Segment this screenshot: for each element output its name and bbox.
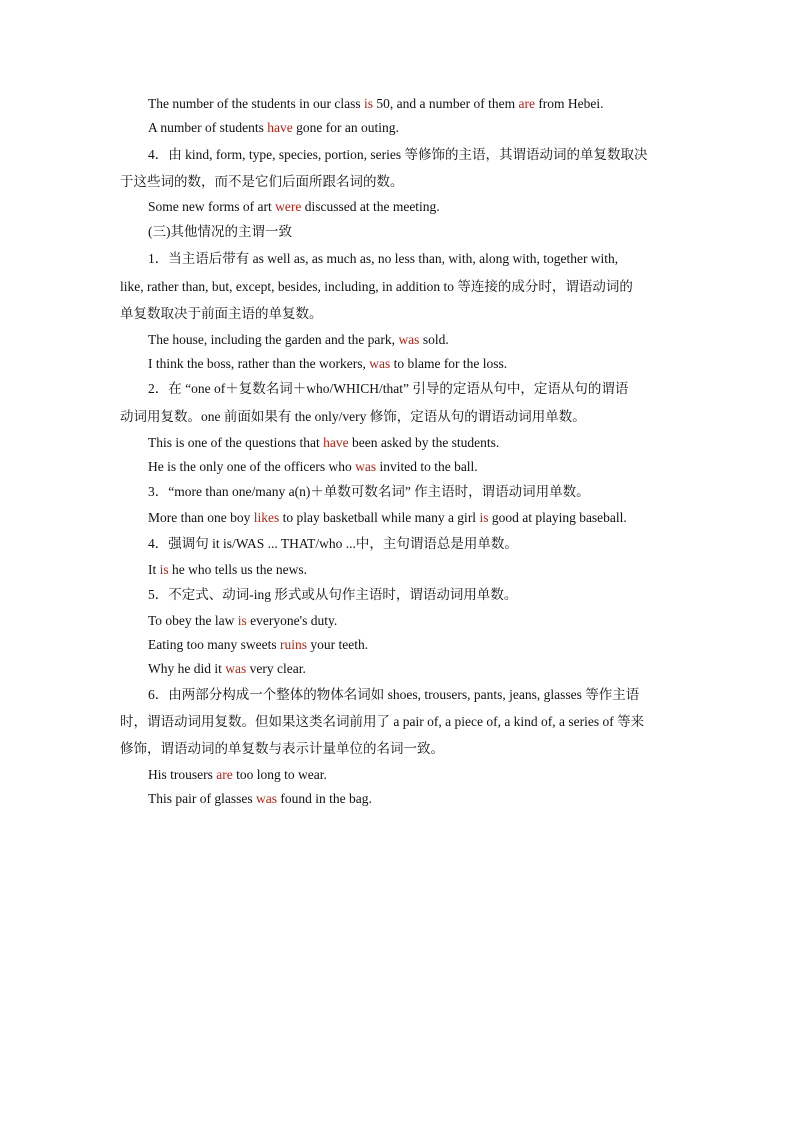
text-segment: Eating too many sweets	[148, 637, 280, 652]
text-line	[148, 612, 337, 630]
text-segment: More than one boy	[148, 510, 254, 525]
text-segment: 4．强调句 it is/WAS ... THAT/who ...中，主句谓语总是用单数。	[148, 536, 518, 551]
text-segment: to play basketball while many a girl	[279, 510, 480, 525]
text-segment: He is the only one of the officers who	[148, 459, 356, 474]
text-segment: 50, and a number of them	[372, 96, 519, 111]
text-line	[120, 173, 404, 191]
highlighted-verb: have	[323, 435, 349, 450]
text-segment: 1．当主语后带有 as well as, as much as, no less than, with, along with, together with,	[148, 251, 619, 266]
text-segment: 3．“more than one/many a(n)＋单数可数名词” 作主语时，谓语动词用单数。	[148, 484, 590, 499]
highlighted-verb: was	[369, 356, 391, 371]
text-segment: good at playing baseball.	[488, 510, 627, 525]
text-line	[120, 740, 444, 758]
text-line	[148, 586, 517, 604]
highlighted-verb: were	[275, 199, 302, 214]
highlighted-verb: is	[237, 613, 247, 628]
text-line	[120, 278, 633, 296]
text-line	[148, 535, 518, 553]
text-segment: been asked by the students.	[348, 435, 500, 450]
text-segment: found in the bag.	[276, 791, 372, 806]
text-line	[120, 305, 323, 323]
text-line	[148, 95, 604, 113]
text-segment: (三)其他情况的主谓一致	[148, 224, 292, 239]
text-segment: very clear.	[246, 661, 306, 676]
text-segment: His trousers	[148, 767, 217, 782]
text-segment: 动词用复数。one 前面如果有 the only/very 修饰，定语从句的谓语动词用单数。	[120, 409, 586, 424]
highlighted-verb: are	[518, 96, 535, 111]
text-line	[148, 509, 627, 527]
section-heading	[148, 223, 292, 241]
text-segment: gone for an outing.	[292, 120, 399, 135]
text-segment: Why he did it	[148, 661, 226, 676]
text-segment: discussed at the meeting.	[301, 199, 440, 214]
highlighted-verb: are	[216, 767, 233, 782]
text-segment: 2．在 “one of＋复数名词＋who/WHICH/that” 引导的定语从句中，定语从句的谓语	[148, 381, 629, 396]
highlighted-verb: was	[398, 332, 420, 347]
text-line	[120, 408, 586, 426]
text-line	[148, 483, 590, 501]
text-line	[148, 660, 306, 678]
highlighted-verb: was	[355, 459, 377, 474]
text-line	[148, 119, 399, 137]
text-segment: to blame for the loss.	[390, 356, 508, 371]
highlighted-verb: is	[159, 562, 169, 577]
text-segment: 6．由两部分构成一个整体的物体名词如 shoes, trousers, pants, jeans, glasses 等作主语	[148, 687, 640, 702]
text-segment: 单复数取决于前面主语的单复数。	[120, 306, 323, 321]
text-segment: 修饰，谓语动词的单复数与表示计量单位的名词一致。	[120, 741, 444, 756]
text-segment: This is one of the questions that	[148, 435, 324, 450]
text-segment: 5．不定式、动词-ing 形式或从句作主语时，谓语动词用单数。	[148, 587, 518, 602]
text-line	[148, 250, 618, 268]
text-segment: 时，谓语动词用复数。但如果这类名词前用了 a pair of, a piece of, a kind of, a series of 等来	[120, 714, 645, 729]
text-line	[148, 686, 639, 704]
text-line	[148, 636, 368, 654]
highlighted-verb: was	[255, 791, 277, 806]
text-segment: To obey the law	[148, 613, 238, 628]
text-line	[148, 766, 327, 784]
text-line	[148, 355, 507, 373]
text-segment: Some new forms of art	[148, 199, 276, 214]
text-segment: 于这些词的数，而不是它们后面所跟名词的数。	[120, 174, 404, 189]
text-line	[148, 434, 499, 452]
text-segment: It	[148, 562, 160, 577]
text-line	[148, 561, 307, 579]
highlighted-verb: likes	[253, 510, 280, 525]
text-segment: like, rather than, but, except, besides, including, in addition to 等连接的成分时，谓语动词的	[120, 279, 633, 294]
highlighted-verb: ruins	[279, 637, 307, 652]
highlighted-verb: is	[363, 96, 373, 111]
highlighted-verb: have	[267, 120, 293, 135]
text-segment: I think the boss, rather than the workers,	[148, 356, 370, 371]
text-line	[148, 380, 628, 398]
text-line	[120, 713, 644, 731]
text-segment: invited to the ball.	[376, 459, 478, 474]
text-segment: 4．由 kind, form, type, species, portion, series 等修饰的主语，其谓语动词的单复数取决	[148, 147, 648, 162]
text-segment: too long to wear.	[232, 767, 327, 782]
text-segment: A number of students	[148, 120, 268, 135]
text-segment: everyone's duty.	[246, 613, 338, 628]
text-line	[148, 331, 449, 349]
text-line	[148, 146, 647, 164]
text-line	[148, 790, 372, 808]
text-segment: The house, including the garden and the park,	[148, 332, 399, 347]
text-segment: he who tells us the news.	[168, 562, 307, 577]
text-segment: from Hebei.	[534, 96, 604, 111]
highlighted-verb: was	[225, 661, 247, 676]
text-segment: sold.	[419, 332, 449, 347]
text-segment: This pair of glasses	[148, 791, 256, 806]
text-line	[148, 458, 478, 476]
text-segment: your teeth.	[306, 637, 369, 652]
highlighted-verb: is	[479, 510, 489, 525]
text-line	[148, 198, 440, 216]
text-segment: The number of the students in our class	[148, 96, 364, 111]
